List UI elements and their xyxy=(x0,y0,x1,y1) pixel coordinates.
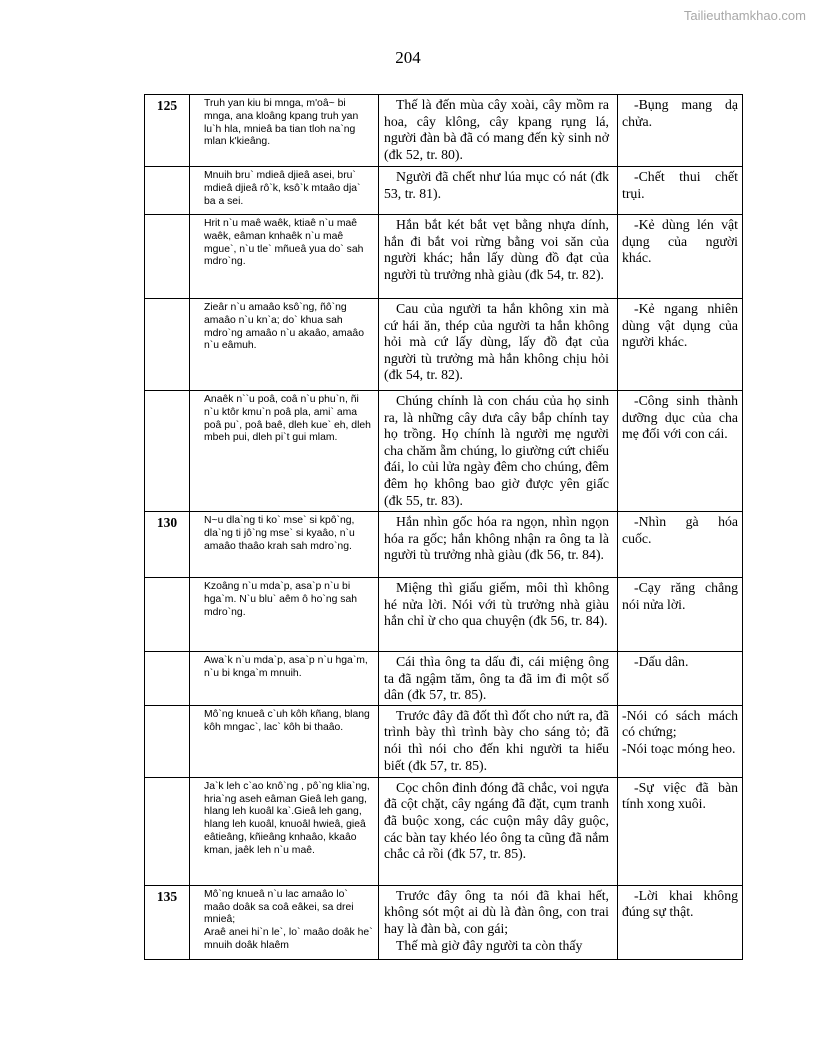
translation-cell: Thế là đến mùa cây xoài, cây mồm ra hoa, cây klông, cây kpang rụng lá, người đàn bà đã có mang đến kỳ sinh nở (đk 52, tr. 80). xyxy=(379,95,618,167)
translation-cell: Cái thìa ông ta dấu đi, cái miệng ông ta đã ngậm tăm, ông ta đã im đi một số dân (đk 57, tr. 85). xyxy=(379,652,618,706)
entry-number xyxy=(145,777,190,885)
original-text-cell: Mô`ng knueâ n`u lac amaâo lo` maâo doâk sa coâ eâkei, sa drei mnieâ; Araê anei hi`n le`, lo` maâo doâk he` mnuih doâk hlaêm xyxy=(190,885,379,959)
entry-number xyxy=(145,578,190,652)
original-text-cell: Kzoâng n`u mda`p, asa`p n`u bi hga`m. N`u blu` aêm ô ho`ng sah mdro`ng. xyxy=(190,578,379,652)
table-row xyxy=(145,95,743,167)
table-row xyxy=(145,512,743,578)
original-text-cell: Truh yan kiu bi mnga, m'oâ~ bi mnga, ana kloâng kpang truh yan lu`h hla, mnieâ ba tian tloh na`ng mlan k'kieâng. xyxy=(190,95,379,167)
table-row xyxy=(145,705,743,777)
meaning-cell: -Nói có sách mách có chứng; -Nói toạc móng heo. xyxy=(618,705,743,777)
translation-cell: Hắn nhìn gốc hóa ra ngọn, nhìn ngọn hóa ra gốc; hắn không nhận ra ông ta là người tù trưởng nhà giàu (đk 56, tr. 84). xyxy=(379,512,618,578)
original-text-cell: N~u dla`ng ti ko` mse` si kpô`ng, dla`ng ti jô`ng mse` si kyaâo, n`u amaâo thaâo krah sah mdro`ng. xyxy=(190,512,379,578)
meaning-cell: -Kẻ dùng lén vật dụng của người khác. xyxy=(618,215,743,299)
table-row xyxy=(145,578,743,652)
meaning-cell: -Cạy răng chẳng nói nửa lời. xyxy=(618,578,743,652)
meaning-cell: -Kẻ ngang nhiên dùng vật dụng của người khác. xyxy=(618,299,743,391)
original-text-cell: Hrit n`u maê waêk, ktiaê n`u maê waêk, eâman knhaêk n`u maê mgue`, n`u tle` mñueâ yua do` sah mdro`ng. xyxy=(190,215,379,299)
translation-cell: Chúng chính là con cháu của họ sinh ra, là những cây dưa cây bắp chính tay họ trồng. Họ chính là người mẹ người cha chăm ẵm chúng, lo giường cứt chiếu đái, lo củi lửa ngày đêm cho chúng, đêm đêm họ không bao giờ được yên giấc (đk 55, tr. 83). xyxy=(379,391,618,512)
translation-cell: Trước đây đã đốt thì đốt cho nứt ra, đã trình bày thì trình bày cho sáng tỏ; đã nói thì nói cho đến khi người ta hiểu biết (đk 57, tr. 85). xyxy=(379,705,618,777)
translation-cell: Hắn bắt két bắt vẹt bằng nhựa dính, hắn đi bắt voi rừng bằng voi săn của người khác; hắn lấy dùng đồ đạt của người tù trưởng nhà giàu (đk 54, tr. 82). xyxy=(379,215,618,299)
table-row xyxy=(145,167,743,215)
entry-number xyxy=(145,299,190,391)
original-text-cell: Awa`k n`u mda`p, asa`p n`u hga`m, n`u bi knga`m mnuih. xyxy=(190,652,379,706)
translation-cell: Cọc chôn đinh đóng đã chắc, voi ngựa đã cột chặt, cây ngáng đã đặt, cụm tranh đã buộc xong, các cuộn mây dây guộc, các bàn tay khéo léo ông ta cũng đã nắm chắc cả rồi (đk 57, tr. 85). xyxy=(379,777,618,885)
translation-cell: Miệng thì giấu giếm, môi thì không hé nửa lời. Nói với tù trưởng nhà giàu hắn chỉ ừ cho qua chuyện (đk 56, tr. 84). xyxy=(379,578,618,652)
entry-number xyxy=(145,652,190,706)
translation-cell: Cau của người ta hắn không xin mà cứ hái ăn, thép của người ta hắn không hỏi mà cứ lấy dùng, lấy đồ đạt của người tù trưởng mà hắn không chịu hỏi (đk 54, tr. 82). xyxy=(379,299,618,391)
meaning-cell: -Sự việc đã bàn tính xong xuôi. xyxy=(618,777,743,885)
table-row xyxy=(145,299,743,391)
entries-table xyxy=(144,94,743,960)
meaning-cell: -Chết thui chết trụi. xyxy=(618,167,743,215)
translation-cell: Trước đây ông ta nói đã khai hết, không sót một ai dù là đàn ông, con trai hay là đàn bà, con gái; Thế mà giờ đây người ta còn thấy xyxy=(379,885,618,959)
meaning-cell: -Lời khai không đúng sự thật. xyxy=(618,885,743,959)
meaning-cell: -Bụng mang dạ chửa. xyxy=(618,95,743,167)
entry-number xyxy=(145,167,190,215)
original-text-cell: Ja`k leh c`ao knô`ng , pô`ng klia`ng, hria`ng aseh eâman Gieâ leh gang, hlang leh kuoâl ka`.Gieâ leh gang, hlang leh kuoâl, knuoâl hwieâ, gieâ eâtieâng, kñieâng knhaâo, kkaâo kman, jaêk leh n`u maê. xyxy=(190,777,379,885)
table-row xyxy=(145,391,743,512)
entry-number: 125 xyxy=(145,95,190,167)
meaning-cell: -Dấu dân. xyxy=(618,652,743,706)
entry-number xyxy=(145,705,190,777)
original-text-cell: Zieâr n`u amaâo ksô`ng, ñô`ng amaâo n`u kn`a; do` khua sah mdro`ng amaâo n`u akaâo, amaâo n`u eâmuh. xyxy=(190,299,379,391)
meaning-cell: -Công sinh thành dưỡng dục của cha mẹ đối với con cái. xyxy=(618,391,743,512)
entry-number xyxy=(145,215,190,299)
translation-cell: Người đã chết như lúa mục có nát (đk 53, tr. 81). xyxy=(379,167,618,215)
table-row xyxy=(145,777,743,885)
entry-number: 135 xyxy=(145,885,190,959)
entry-number xyxy=(145,391,190,512)
table-row xyxy=(145,215,743,299)
original-text-cell: Mnuih bru` mdieâ djieâ asei, bru` mdieâ djieâ rô`k, ksô`k mtaâo dja` ba a sei. xyxy=(190,167,379,215)
entry-number: 130 xyxy=(145,512,190,578)
original-text-cell: Mô`ng knueâ c`uh kôh kñang, blang kôh mngac`, lac` kôh bi thaâo. xyxy=(190,705,379,777)
watermark: Tailieuthamkhao.com xyxy=(683,8,806,23)
original-text-cell: Anaêk n``u poâ, coâ n`u phu`n, ñi n`u ktôr kmu`n poâ pla, ami` ama poâ pu`, poâ baê, dleh kue` eh, dleh mbeh pui, dleh pi`t gui mlam. xyxy=(190,391,379,512)
meaning-cell: -Nhìn gà hóa cuốc. xyxy=(618,512,743,578)
page-number: 204 xyxy=(395,48,421,67)
table-row xyxy=(145,652,743,706)
table-row xyxy=(145,885,743,959)
